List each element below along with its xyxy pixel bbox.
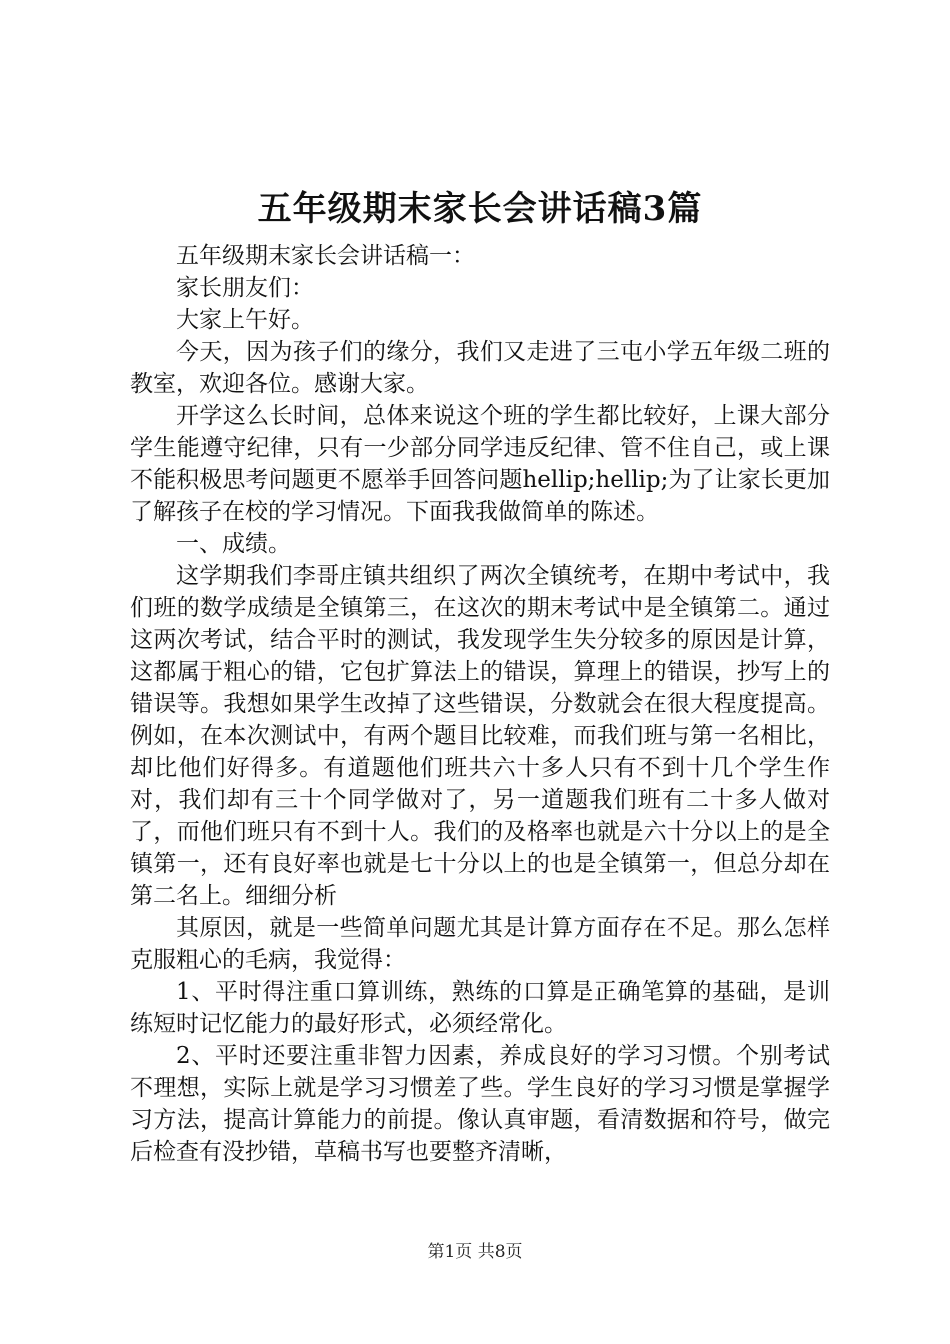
paragraph-point-1: 1、平时得注重口算训练，熟练的口算是正确笔算的基础，是训练短时记忆能力的最好形式，必须经常化。: [130, 979, 830, 1037]
paragraph-class-overview: 开学这么长时间，总体来说这个班的学生都比较好，上课大部分学生能遵守纪律，只有一少部分同学违反纪律、管不住自己，或上课不能积极思考问题更不愿举手回答问题hellip;hellip;为了让家长更加了解孩子在校的学习情况。下面我我做简单的陈述。: [130, 403, 830, 525]
paragraph-salutation: 家长朋友们：: [176, 275, 314, 301]
paragraph-point-2: 2、平时还要注重非智力因素，养成良好的学习习惯。个别考试不理想，实际上就是学习习惯差了些。学生良好的学习习惯是掌握学习方法，提高计算能力的前提。像认真审题，看清数据和符号，做完后检查有没抄错，草稿书写也要整齐清晰，: [130, 1043, 830, 1165]
paragraph-welcome: 今天，因为孩子们的缘分，我们又走进了三屯小学五年级二班的教室，欢迎各位。感谢大家。: [130, 339, 830, 397]
paragraph-good-morning: 大家上午好。: [176, 307, 314, 333]
paragraph-greeting-title: 五年级期末家长会讲话稿一：: [176, 243, 475, 269]
section-heading-results: 一、成绩。: [176, 531, 291, 557]
document-title: 五年级期末家长会讲话稿3篇: [257, 189, 703, 229]
document-body: [130, 240, 830, 1168]
paragraph-cause-analysis: 其原因，就是一些简单问题尤其是计算方面存在不足。那么怎样克服粗心的毛病，我觉得：: [130, 915, 830, 973]
page-footer: 第1页 共8页: [427, 1242, 523, 1262]
paragraph-exam-results: 这学期我们李哥庄镇共组织了两次全镇统考，在期中考试中，我们班的数学成绩是全镇第三，在这次的期末考试中是全镇第二。通过这两次考试，结合平时的测试，我发现学生失分较多的原因是计算，这都属于粗心的错，它包扩算法上的错误，算理上的错误，抄写上的错误等。我想如果学生改掉了这些错误，分数就会在很大程度提高。例如，在本次测试中，有两个题目比较难，而我们班与第一名相比，却比他们好得多。有道题他们班共六十多人只有不到十几个学生作对，我们却有三十个同学做对了，另一道题我们班有二十多人做对了，而他们班只有不到十人。我们的及格率也就是六十分以上的是全镇第一，还有良好率也就是七十分以上的也是全镇第一，但总分却在第二名上。细细分析: [130, 563, 830, 909]
